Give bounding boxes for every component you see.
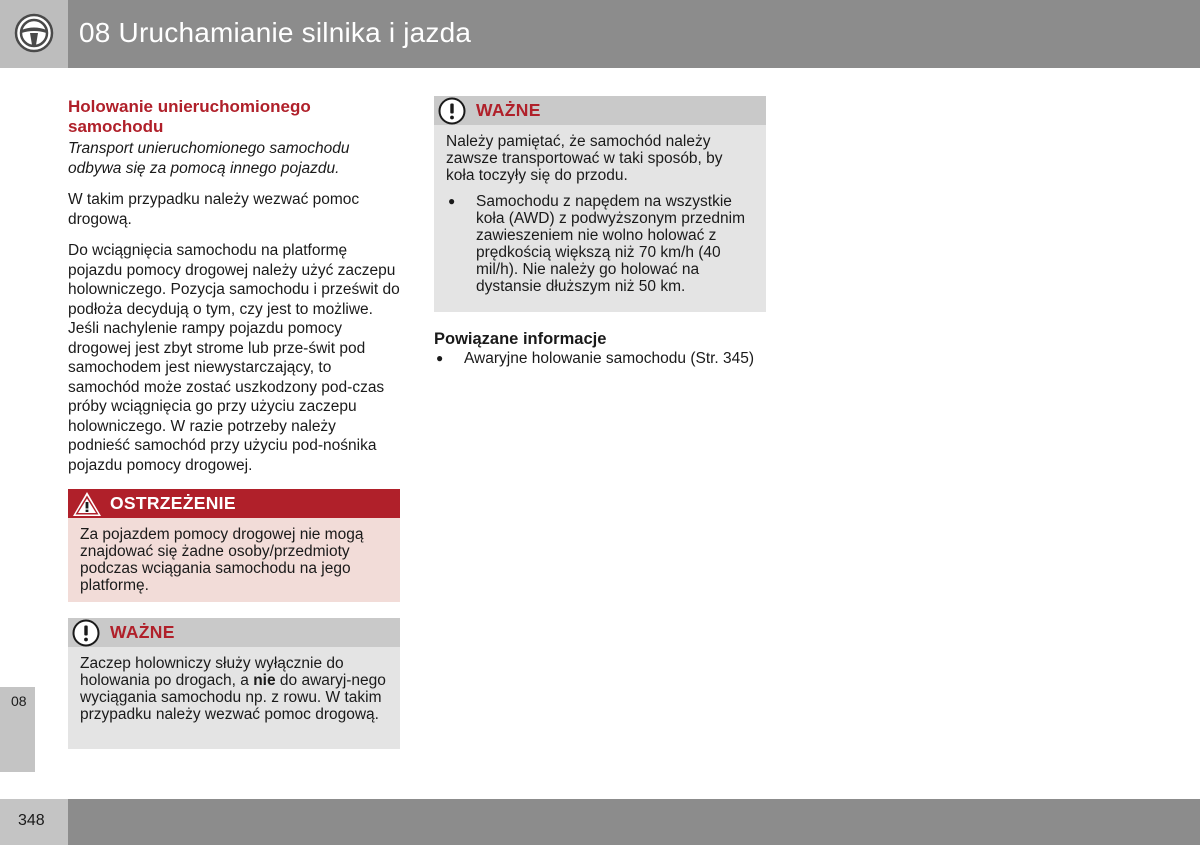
warning-box [68, 489, 400, 602]
warning-text: Za pojazdem pomocy drogowej nie mogą znajdować się żadne osoby/przedmioty podczas wciągania samochodu na jego platformę. [80, 526, 364, 594]
exclamation-circle-icon [72, 619, 100, 647]
important-text-bold: nie [253, 672, 276, 689]
bullet-icon: ● [436, 351, 444, 365]
important-box-right-header [434, 96, 766, 125]
important-right-text: Należy pamiętać, że samochód należy zawsze transportować w taki sposób, by koła toczyły się do przodu. [446, 133, 723, 184]
important-box-header [68, 618, 400, 647]
warning-triangle-icon [72, 491, 102, 517]
chapter-tab-label: 08 [11, 693, 27, 709]
header-icon-box [0, 0, 68, 68]
bullet-icon: ● [448, 194, 456, 208]
footer-bar [68, 799, 1200, 845]
important-text [68, 647, 400, 733]
warning-label: OSTRZEŻENIE [110, 493, 236, 513]
related-info [434, 329, 774, 368]
related-link[interactable]: Awaryjne holowanie samochodu (Str. 345) [464, 350, 755, 367]
important-label: WAŻNE [110, 622, 175, 642]
left-column [68, 97, 400, 475]
exclamation-circle-icon [438, 97, 466, 125]
intro-text: Transport unieruchomionego samochodu odbywa się za pomocą innego pojazdu. [68, 140, 350, 177]
section-title: Holowanie unieruchomionego samochodu [68, 97, 311, 136]
list-item [446, 193, 754, 295]
paragraph-1: W takim przypadku należy wezwać pomoc drogową. [68, 191, 360, 228]
page-title: 08 Uruchamianie silnika i jazda [79, 17, 472, 48]
chapter-tab [0, 687, 35, 772]
steering-wheel-icon [14, 13, 54, 53]
page-number: 348 [18, 812, 45, 829]
important-box-right [434, 96, 766, 312]
important-right-body [434, 125, 766, 305]
related-item[interactable] [434, 349, 774, 368]
important-text-part-1: Zaczep holowniczy służy wyłącznie do holowania po drogach, a [80, 655, 344, 689]
important-right-label: WAŻNE [476, 100, 541, 120]
important-text-part-2: do awaryj-nego wyciągania samochodu np. z rowu. W takim przypadku należy wezwać pomoc drogową. [80, 672, 386, 723]
related-title: Powiązane informacje [434, 330, 607, 348]
important-right-bullet-text: Samochodu z napędem na wszystkie koła (AWD) z podwyższonym przednim zawieszeniem nie wolno holować z prędkością większą niż 70 km/h (40 mil/h). Nie należy go holować na dystansie dłuższym niż 50 km. [476, 193, 746, 295]
important-box [68, 618, 400, 749]
paragraph-2: Do wciągnięcia samochodu na platformę pojazdu pomocy drogowej należy użyć zaczepu holowniczego. Pozycja samochodu i prześwit do podłoża decydują o tym, czy jest to możliwe. Jeśli nachylenie rampy pojazdu pomocy drogowej jest zbyt strome lub prze-świt pod samochodem jest niewystarczający, to samochód może zostać uszkodzony pod-czas próby wciągnięcia go przy użyciu zaczepu holowniczego. W razie potrzeby należy podnieść samochód przy użyciu pod-nośnika pojazdu pomocy drogowej. [68, 242, 400, 474]
warning-box-header [68, 489, 400, 518]
